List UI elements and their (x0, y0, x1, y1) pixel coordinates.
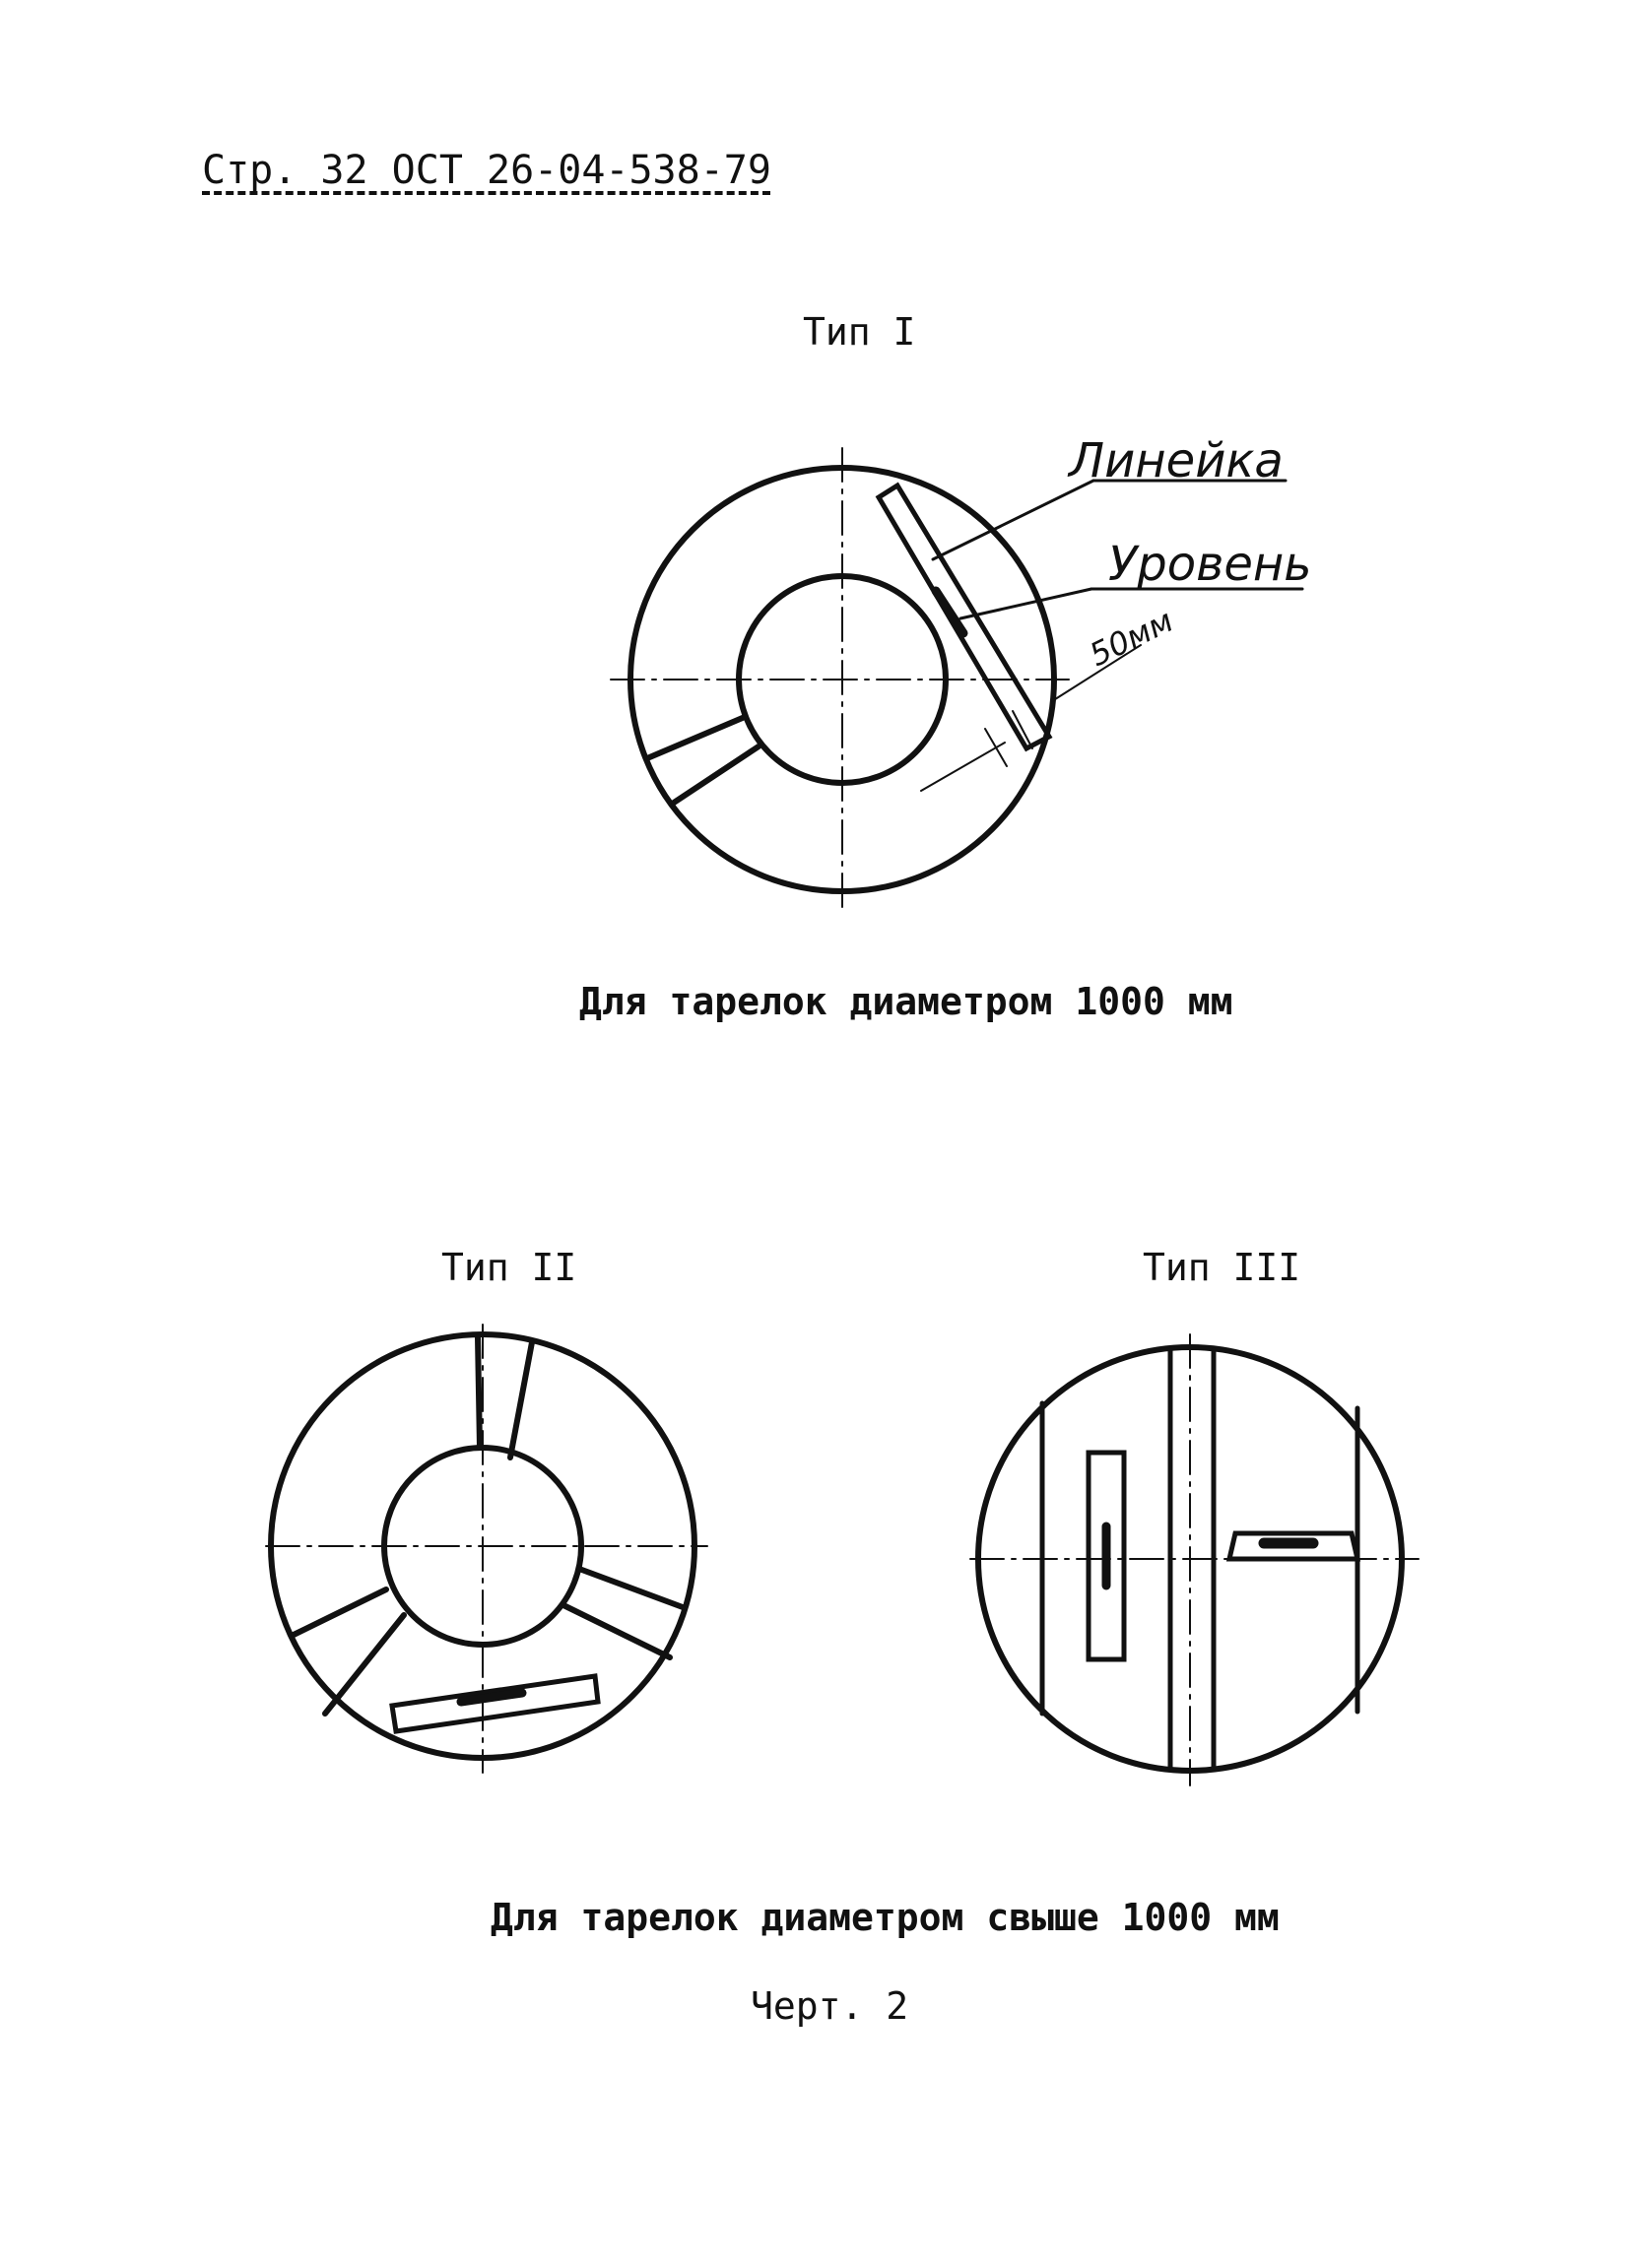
figure-3-drawing (970, 1334, 1419, 1785)
level-label: Уровень (1108, 537, 1312, 592)
figure-2-title: Тип II (441, 1246, 577, 1289)
bottom-caption: Для тарелок диаметром свыше 1000 мм (491, 1896, 1280, 1939)
figure-1-title: Тип I (803, 310, 916, 354)
figure-1-drawing (611, 448, 1302, 911)
figure-2-drawing (266, 1325, 707, 1773)
dimension-label: 50мм (1084, 601, 1179, 675)
ruler-label: Линейка (1069, 433, 1284, 488)
figure-3-title: Тип III (1143, 1246, 1301, 1289)
figure-number: Черт. 2 (751, 1984, 909, 2028)
page-header: Стр. 32 ОСТ 26-04-538-79 (202, 148, 771, 193)
figure-1-caption: Для тарелок диаметром 1000 мм (579, 980, 1233, 1023)
